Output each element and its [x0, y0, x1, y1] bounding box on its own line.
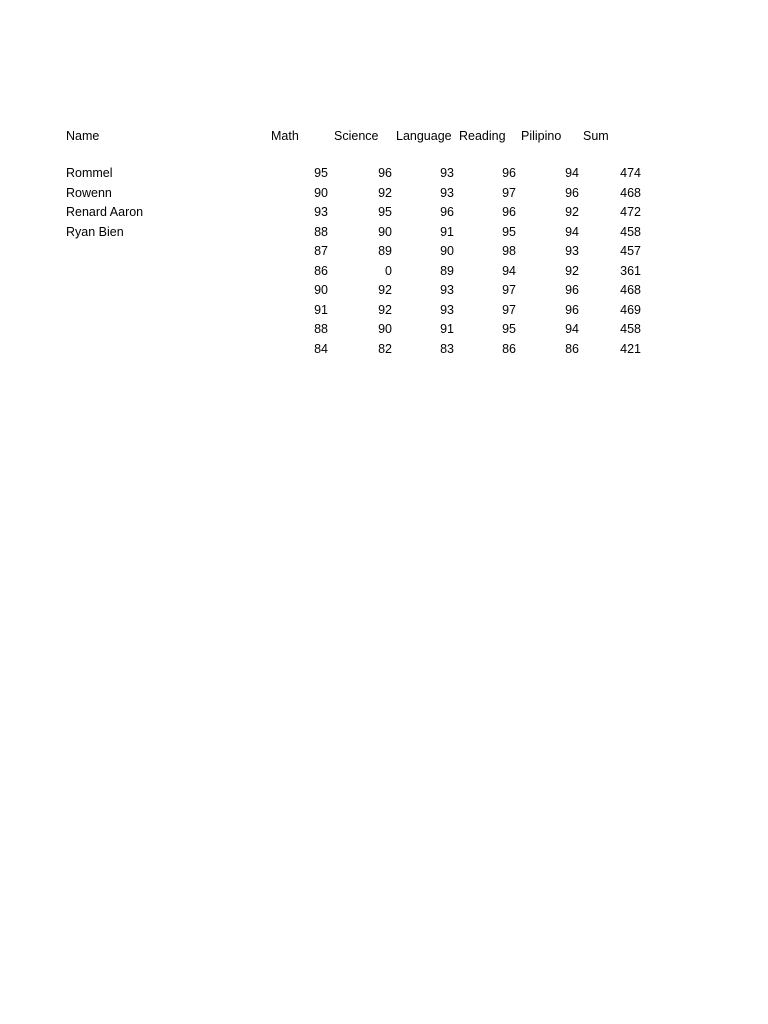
cell-sum: 457 — [620, 244, 641, 258]
cell-pilipino: 96 — [565, 185, 579, 200]
cell-language: 90 — [440, 244, 454, 258]
cell-sum: 468 — [620, 283, 641, 297]
cell-reading: 86 — [502, 341, 516, 356]
cell-science: 92 — [378, 185, 392, 200]
cell-science: 95 — [378, 205, 392, 219]
cell-sum: 458 — [620, 224, 641, 239]
cell-sum: 468 — [620, 185, 641, 200]
cell-science: 90 — [378, 322, 392, 336]
cell-name: Rowenn — [66, 185, 112, 200]
cell-math: 91 — [314, 302, 328, 317]
cell-pilipino: 96 — [565, 302, 579, 317]
cell-language: 83 — [440, 341, 454, 356]
cell-name: Ryan Bien — [66, 224, 124, 239]
cell-pilipino: 94 — [565, 322, 579, 336]
cell-science: 82 — [378, 341, 392, 356]
cell-sum: 421 — [620, 341, 641, 356]
cell-language: 93 — [440, 302, 454, 317]
cell-science: 90 — [378, 224, 392, 239]
header-math: Math — [271, 129, 299, 143]
cell-language: 91 — [440, 224, 454, 239]
cell-sum: 361 — [620, 263, 641, 278]
cell-pilipino: 92 — [565, 263, 579, 278]
cell-math: 88 — [314, 224, 328, 239]
cell-pilipino: 86 — [565, 341, 579, 356]
cell-name: Renard Aaron — [66, 205, 144, 219]
cell-math: 87 — [314, 244, 328, 258]
cell-reading: 97 — [502, 283, 516, 297]
cell-reading: 94 — [502, 263, 516, 278]
cell-science: 0 — [385, 263, 392, 278]
cell-reading: 95 — [502, 322, 516, 336]
cell-language: 91 — [440, 322, 454, 336]
cell-sum: 469 — [620, 302, 641, 317]
cell-pilipino: 93 — [565, 244, 579, 258]
cell-language: 93 — [440, 283, 454, 297]
cell-sum: 474 — [620, 166, 641, 180]
cell-math: 84 — [314, 341, 328, 356]
cell-reading: 97 — [502, 185, 516, 200]
cell-science: 89 — [378, 244, 392, 258]
header-science: Science — [334, 129, 379, 143]
cell-math: 90 — [314, 283, 328, 297]
cell-math: 95 — [314, 166, 328, 180]
cell-sum: 458 — [620, 322, 641, 336]
cell-reading: 97 — [502, 302, 516, 317]
header-reading: Reading — [459, 129, 506, 143]
cell-pilipino: 96 — [565, 283, 579, 297]
header-pilipino: Pilipino — [521, 129, 562, 143]
cell-reading: 96 — [502, 166, 516, 180]
cell-language: 93 — [440, 166, 454, 180]
header-sum: Sum — [583, 129, 609, 143]
cell-sum: 472 — [620, 205, 641, 219]
cell-math: 86 — [314, 263, 328, 278]
cell-science: 96 — [378, 166, 392, 180]
cell-reading: 98 — [502, 244, 516, 258]
cell-reading: 95 — [502, 224, 516, 239]
cell-language: 93 — [440, 185, 454, 200]
cell-science: 92 — [378, 302, 392, 317]
cell-math: 88 — [314, 322, 328, 336]
cell-science: 92 — [378, 283, 392, 297]
cell-pilipino: 94 — [565, 224, 579, 239]
cell-pilipino: 94 — [565, 166, 579, 180]
cell-language: 96 — [440, 205, 454, 219]
cell-math: 90 — [314, 185, 328, 200]
header-name: Name — [66, 129, 100, 143]
header-language: Language — [396, 129, 452, 143]
cell-language: 89 — [440, 263, 454, 278]
cell-math: 93 — [314, 205, 328, 219]
cell-reading: 96 — [502, 205, 516, 219]
cell-name: Rommel — [66, 166, 113, 180]
cell-pilipino: 92 — [565, 205, 579, 219]
